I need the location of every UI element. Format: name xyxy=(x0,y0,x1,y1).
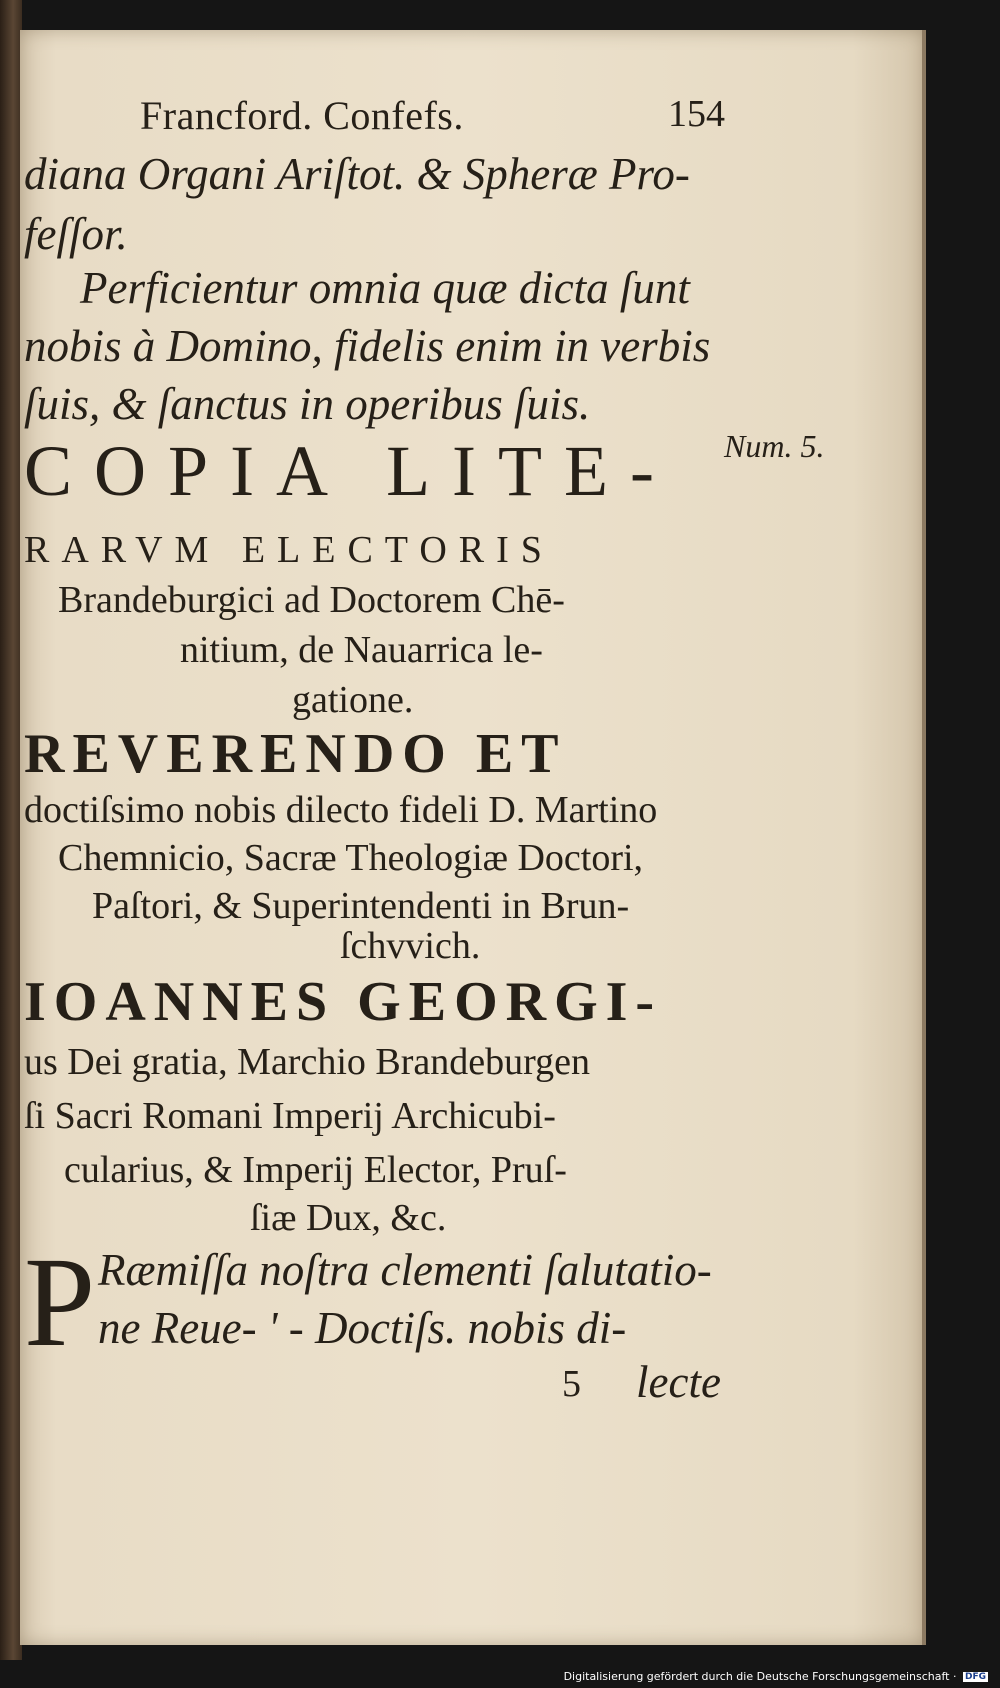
dfg-logo: DFG xyxy=(964,1672,986,1682)
text-line: gatione. xyxy=(292,679,414,721)
text-line: Chemnicio, Sacræ Theologiæ Doctori, xyxy=(58,837,644,879)
text-line: Paſtori, & Superintendenti in Brun- xyxy=(92,885,630,927)
text-line: doctiſsimo nobis dilecto fideli D. Martino xyxy=(24,789,658,831)
text-line: nitium, de Nauarrica le- xyxy=(180,629,543,671)
text-line: diana Organi Ariſtot. & Spheræ Pro- xyxy=(24,149,690,199)
text-line: us Dei gratia, Marchio Brandeburgen xyxy=(24,1041,590,1083)
digitization-credit xyxy=(564,1670,988,1683)
text-line: ſchvvich. xyxy=(340,925,481,967)
page-edge xyxy=(922,30,926,1645)
text-line: cularius, & Imperij Elector, Pruſ- xyxy=(64,1149,567,1191)
heading-line: COPIA LITE- xyxy=(24,431,676,511)
catchword: lecte xyxy=(636,1357,721,1407)
running-head: Francford. Confefs. xyxy=(140,93,464,138)
heading-line: RARVM ELECTORIS xyxy=(24,529,554,571)
text-line: ſiæ Dux, &c. xyxy=(250,1197,447,1239)
text-line: Ræmiſſa noſtra clementi ſalutatio- xyxy=(98,1245,712,1295)
text-line: ſuis, & ſanctus in operibus ſuis. xyxy=(24,379,591,429)
text-line: Perficientur omnia quæ dicta ſunt xyxy=(80,263,690,313)
heading-line: REVERENDO ET xyxy=(24,723,567,785)
drop-cap: P xyxy=(24,1231,96,1373)
text-line: Brandeburgici ad Doctorem Chē- xyxy=(58,579,565,621)
credit-text: Digitalisierung gefördert durch die Deutsche Forschungsgemeinschaft · xyxy=(563,1670,957,1683)
text-line: ne Reue- ' - Doctiſs. nobis di- xyxy=(98,1303,627,1353)
page-number: 154 xyxy=(668,93,725,135)
book-spine xyxy=(0,0,22,1660)
text-line: feſſor. xyxy=(24,209,128,259)
signature-mark: 5 xyxy=(562,1363,581,1405)
text-line: nobis à Domino, fidelis enim in verbis xyxy=(24,321,711,371)
marginal-note: Num. 5. xyxy=(724,428,825,464)
heading-line: IOANNES GEORGI- xyxy=(24,971,663,1033)
text-line: ſi Sacri Romani Imperij Archicubi- xyxy=(24,1095,556,1137)
